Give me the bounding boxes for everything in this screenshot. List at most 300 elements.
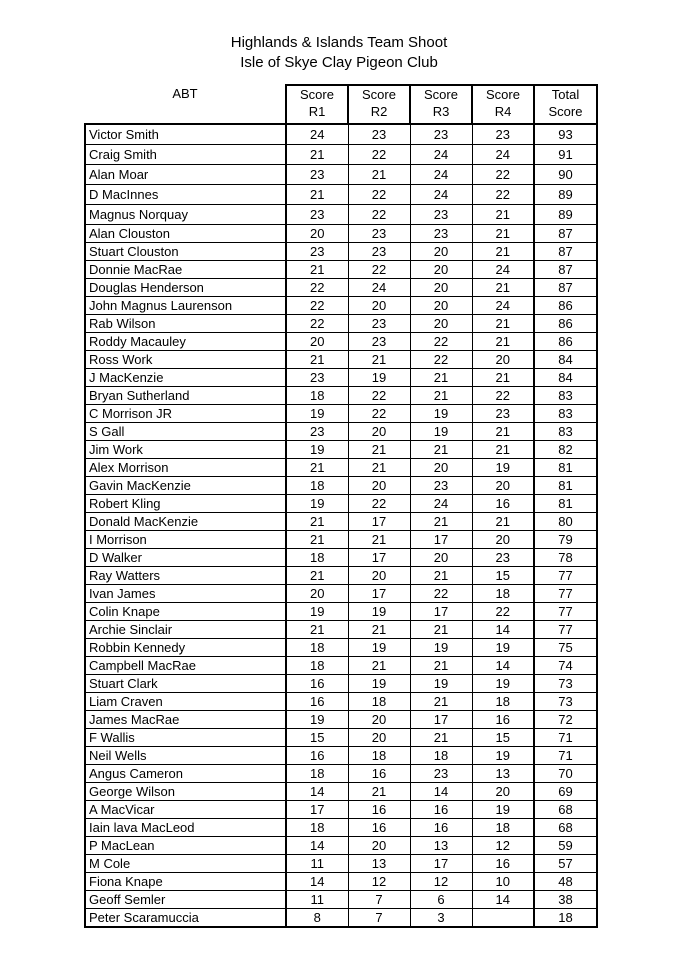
shooter-name-cell: George Wilson: [85, 783, 286, 801]
score-r2-cell: 23: [348, 243, 410, 261]
shooter-name-cell: Donald MacKenzie: [85, 513, 286, 531]
shooter-name-cell: Stuart Clouston: [85, 243, 286, 261]
score-r3-cell: 16: [410, 801, 472, 819]
total-score-cell: 77: [534, 585, 597, 603]
total-score-cell: 18: [534, 909, 597, 928]
table-row: [85, 585, 597, 603]
score-r1-cell: 18: [286, 549, 348, 567]
shooter-name-cell: Campbell MacRae: [85, 657, 286, 675]
table-row: [85, 297, 597, 315]
score-r4-cell: 20: [472, 477, 534, 495]
total-score-cell: 87: [534, 279, 597, 297]
shooter-name-cell: Robbin Kennedy: [85, 639, 286, 657]
score-r4-cell: 16: [472, 711, 534, 729]
header-total: [534, 85, 597, 124]
table-row: [85, 531, 597, 549]
score-r4-cell: [472, 909, 534, 928]
score-r4-cell: 12: [472, 837, 534, 855]
score-r1-cell: 14: [286, 837, 348, 855]
score-r2-cell: 19: [348, 675, 410, 693]
score-r3-cell: 3: [410, 909, 472, 928]
score-r2-cell: 12: [348, 873, 410, 891]
score-r3-cell: 24: [410, 145, 472, 165]
total-score-cell: 73: [534, 675, 597, 693]
score-r1-cell: 21: [286, 513, 348, 531]
total-score-cell: 91: [534, 145, 597, 165]
score-r1-cell: 16: [286, 747, 348, 765]
score-r4-cell: 10: [472, 873, 534, 891]
total-score-cell: 84: [534, 351, 597, 369]
header-total-line1: Total: [551, 87, 580, 102]
score-r1-cell: 18: [286, 639, 348, 657]
header-r3-line1: Score: [424, 87, 458, 102]
score-r1-cell: 17: [286, 801, 348, 819]
score-r2-cell: 21: [348, 783, 410, 801]
shooter-name-cell: J MacKenzie: [85, 369, 286, 387]
score-r1-cell: 21: [286, 621, 348, 639]
score-r4-cell: 19: [472, 459, 534, 477]
title-block: [0, 33, 678, 73]
table-row: [85, 225, 597, 243]
score-r1-cell: 23: [286, 423, 348, 441]
total-score-cell: 75: [534, 639, 597, 657]
table-row: [85, 495, 597, 513]
score-r4-cell: 20: [472, 531, 534, 549]
score-r4-cell: 20: [472, 783, 534, 801]
total-score-cell: 83: [534, 387, 597, 405]
total-score-cell: 80: [534, 513, 597, 531]
shooter-name-cell: Rab Wilson: [85, 315, 286, 333]
table-row: [85, 243, 597, 261]
shooter-name-cell: Colin Knape: [85, 603, 286, 621]
total-score-cell: 38: [534, 891, 597, 909]
score-r2-cell: 22: [348, 261, 410, 279]
score-r1-cell: 18: [286, 819, 348, 837]
score-r2-cell: 21: [348, 165, 410, 185]
score-r3-cell: 19: [410, 675, 472, 693]
score-r4-cell: 15: [472, 729, 534, 747]
total-score-cell: 86: [534, 333, 597, 351]
score-r2-cell: 21: [348, 459, 410, 477]
score-r3-cell: 22: [410, 351, 472, 369]
header-r2-line2: R2: [370, 104, 388, 119]
score-r2-cell: 23: [348, 225, 410, 243]
score-r4-cell: 22: [472, 387, 534, 405]
score-r3-cell: 23: [410, 225, 472, 243]
score-r2-cell: 20: [348, 837, 410, 855]
score-r4-cell: 21: [472, 279, 534, 297]
scores-table: [84, 84, 598, 928]
shooter-name-cell: Alex Morrison: [85, 459, 286, 477]
score-r3-cell: 23: [410, 477, 472, 495]
score-r2-cell: 13: [348, 855, 410, 873]
shooter-name-cell: Alan Clouston: [85, 225, 286, 243]
total-score-cell: 71: [534, 747, 597, 765]
total-score-cell: 87: [534, 225, 597, 243]
total-score-cell: 70: [534, 765, 597, 783]
total-score-cell: 77: [534, 621, 597, 639]
score-r2-cell: 18: [348, 693, 410, 711]
shooter-name-cell: C Morrison JR: [85, 405, 286, 423]
score-r4-cell: 13: [472, 765, 534, 783]
shooter-name-cell: Geoff Semler: [85, 891, 286, 909]
shooter-name-cell: Angus Cameron: [85, 765, 286, 783]
table-row: [85, 837, 597, 855]
score-r3-cell: 21: [410, 387, 472, 405]
score-r2-cell: 19: [348, 369, 410, 387]
score-r2-cell: 22: [348, 405, 410, 423]
score-r2-cell: 19: [348, 639, 410, 657]
score-r1-cell: 22: [286, 315, 348, 333]
score-r3-cell: 17: [410, 855, 472, 873]
shooter-name-cell: Craig Smith: [85, 145, 286, 165]
score-r3-cell: 17: [410, 711, 472, 729]
shooter-name-cell: S Gall: [85, 423, 286, 441]
total-score-cell: 73: [534, 693, 597, 711]
score-r4-cell: 21: [472, 225, 534, 243]
header-r1: [286, 85, 348, 124]
header-name: ABT: [172, 86, 198, 101]
score-r2-cell: 7: [348, 891, 410, 909]
table-row: [85, 549, 597, 567]
total-score-cell: 77: [534, 603, 597, 621]
total-score-cell: 79: [534, 531, 597, 549]
score-r1-cell: 11: [286, 855, 348, 873]
score-r2-cell: 23: [348, 124, 410, 145]
total-score-cell: 57: [534, 855, 597, 873]
table-row: [85, 693, 597, 711]
score-r2-cell: 17: [348, 585, 410, 603]
score-r3-cell: 20: [410, 261, 472, 279]
shooter-name-cell: Douglas Henderson: [85, 279, 286, 297]
score-r3-cell: 21: [410, 369, 472, 387]
score-r3-cell: 23: [410, 124, 472, 145]
shooter-name-cell: Victor Smith: [85, 124, 286, 145]
header-total-line2: Score: [548, 104, 583, 119]
shooter-name-cell: Gavin MacKenzie: [85, 477, 286, 495]
score-r2-cell: 19: [348, 603, 410, 621]
score-r1-cell: 21: [286, 567, 348, 585]
score-r4-cell: 19: [472, 747, 534, 765]
header-r2-line1: Score: [362, 87, 396, 102]
total-score-cell: 69: [534, 783, 597, 801]
total-score-cell: 78: [534, 549, 597, 567]
score-r2-cell: 22: [348, 145, 410, 165]
score-r4-cell: 22: [472, 165, 534, 185]
score-r2-cell: 21: [348, 621, 410, 639]
shooter-name-cell: Fiona Knape: [85, 873, 286, 891]
table-row: [85, 124, 597, 145]
score-r3-cell: 20: [410, 315, 472, 333]
score-r3-cell: 19: [410, 423, 472, 441]
shooter-name-cell: Roddy Macauley: [85, 333, 286, 351]
score-r3-cell: 21: [410, 441, 472, 459]
shooter-name-cell: P MacLean: [85, 837, 286, 855]
table-row: [85, 909, 597, 928]
total-score-cell: 72: [534, 711, 597, 729]
header-row: [85, 85, 597, 124]
score-r4-cell: 23: [472, 405, 534, 423]
score-r4-cell: 24: [472, 145, 534, 165]
score-r3-cell: 20: [410, 243, 472, 261]
score-r1-cell: 16: [286, 675, 348, 693]
score-r4-cell: 18: [472, 585, 534, 603]
score-r3-cell: 21: [410, 693, 472, 711]
score-r3-cell: 6: [410, 891, 472, 909]
table-row: [85, 639, 597, 657]
header-r4-line2: R4: [494, 104, 512, 119]
table-row: [85, 675, 597, 693]
score-r1-cell: 18: [286, 477, 348, 495]
shooter-name-cell: Liam Craven: [85, 693, 286, 711]
score-r1-cell: 8: [286, 909, 348, 928]
shooter-name-cell: A MacVicar: [85, 801, 286, 819]
shooter-name-cell: Bryan Sutherland: [85, 387, 286, 405]
score-r3-cell: 20: [410, 279, 472, 297]
shooter-name-cell: Robert Kling: [85, 495, 286, 513]
table-row: [85, 351, 597, 369]
score-r4-cell: 19: [472, 639, 534, 657]
shooter-name-cell: Stuart Clark: [85, 675, 286, 693]
score-r1-cell: 18: [286, 765, 348, 783]
shooter-name-cell: Peter Scaramuccia: [85, 909, 286, 928]
header-r3-line2: R3: [432, 104, 450, 119]
score-r1-cell: 20: [286, 333, 348, 351]
score-r3-cell: 21: [410, 729, 472, 747]
score-r3-cell: 22: [410, 585, 472, 603]
score-r2-cell: 16: [348, 765, 410, 783]
score-r1-cell: 22: [286, 279, 348, 297]
score-r3-cell: 20: [410, 297, 472, 315]
total-score-cell: 86: [534, 315, 597, 333]
score-r2-cell: 17: [348, 549, 410, 567]
table-row: [85, 567, 597, 585]
total-score-cell: 87: [534, 243, 597, 261]
total-score-cell: 77: [534, 567, 597, 585]
score-r4-cell: 14: [472, 891, 534, 909]
score-r3-cell: 23: [410, 765, 472, 783]
table-row: [85, 603, 597, 621]
table-row: [85, 891, 597, 909]
total-score-cell: 83: [534, 405, 597, 423]
shooter-name-cell: Ivan James: [85, 585, 286, 603]
total-score-cell: 82: [534, 441, 597, 459]
score-r2-cell: 24: [348, 279, 410, 297]
shooter-name-cell: I Morrison: [85, 531, 286, 549]
total-score-cell: 48: [534, 873, 597, 891]
score-r1-cell: 16: [286, 693, 348, 711]
score-r4-cell: 16: [472, 495, 534, 513]
header-r4: [472, 85, 534, 124]
table-row: [85, 405, 597, 423]
table-row: [85, 765, 597, 783]
table-row: [85, 261, 597, 279]
score-r2-cell: 20: [348, 729, 410, 747]
shooter-name-cell: Jim Work: [85, 441, 286, 459]
table-row: [85, 873, 597, 891]
score-r1-cell: 21: [286, 351, 348, 369]
shooter-name-cell: D MacInnes: [85, 185, 286, 205]
table-row: [85, 657, 597, 675]
shooter-name-cell: Alan Moar: [85, 165, 286, 185]
score-r2-cell: 22: [348, 205, 410, 225]
score-r1-cell: 23: [286, 369, 348, 387]
shooter-name-cell: Iain lava MacLeod: [85, 819, 286, 837]
header-r1-line1: Score: [300, 87, 334, 102]
score-r4-cell: 21: [472, 333, 534, 351]
score-r1-cell: 21: [286, 185, 348, 205]
score-r1-cell: 23: [286, 205, 348, 225]
score-r4-cell: 21: [472, 423, 534, 441]
score-r3-cell: 17: [410, 603, 472, 621]
total-score-cell: 86: [534, 297, 597, 315]
table-row: [85, 459, 597, 477]
score-r3-cell: 24: [410, 185, 472, 205]
score-r4-cell: 21: [472, 205, 534, 225]
score-r3-cell: 17: [410, 531, 472, 549]
score-r1-cell: 19: [286, 441, 348, 459]
score-r3-cell: 19: [410, 639, 472, 657]
score-r2-cell: 7: [348, 909, 410, 928]
score-r1-cell: 19: [286, 711, 348, 729]
score-r3-cell: 20: [410, 549, 472, 567]
total-score-cell: 93: [534, 124, 597, 145]
score-r4-cell: 22: [472, 185, 534, 205]
score-r1-cell: 24: [286, 124, 348, 145]
table-row: [85, 783, 597, 801]
table-row: [85, 819, 597, 837]
score-r2-cell: 20: [348, 423, 410, 441]
total-score-cell: 90: [534, 165, 597, 185]
table-row: [85, 441, 597, 459]
score-r4-cell: 24: [472, 261, 534, 279]
score-r4-cell: 23: [472, 124, 534, 145]
shooter-name-cell: Archie Sinclair: [85, 621, 286, 639]
score-r3-cell: 13: [410, 837, 472, 855]
score-r2-cell: 22: [348, 495, 410, 513]
score-r2-cell: 23: [348, 315, 410, 333]
score-r2-cell: 17: [348, 513, 410, 531]
shooter-name-cell: M Cole: [85, 855, 286, 873]
score-r4-cell: 23: [472, 549, 534, 567]
score-r3-cell: 14: [410, 783, 472, 801]
score-r4-cell: 19: [472, 675, 534, 693]
score-r1-cell: 18: [286, 387, 348, 405]
score-r2-cell: 16: [348, 819, 410, 837]
score-r1-cell: 21: [286, 531, 348, 549]
score-r2-cell: 21: [348, 657, 410, 675]
score-r1-cell: 23: [286, 165, 348, 185]
shooter-name-cell: Ross Work: [85, 351, 286, 369]
score-r2-cell: 20: [348, 297, 410, 315]
score-r3-cell: 24: [410, 165, 472, 185]
score-r3-cell: 12: [410, 873, 472, 891]
score-r2-cell: 22: [348, 185, 410, 205]
table-row: [85, 145, 597, 165]
score-r4-cell: 14: [472, 621, 534, 639]
score-r4-cell: 20: [472, 351, 534, 369]
score-r4-cell: 16: [472, 855, 534, 873]
total-score-cell: 74: [534, 657, 597, 675]
table-row: [85, 315, 597, 333]
shooter-name-cell: Magnus Norquay: [85, 205, 286, 225]
total-score-cell: 68: [534, 801, 597, 819]
score-r1-cell: 18: [286, 657, 348, 675]
score-r2-cell: 18: [348, 747, 410, 765]
score-r1-cell: 19: [286, 405, 348, 423]
score-r4-cell: 18: [472, 819, 534, 837]
score-r4-cell: 21: [472, 369, 534, 387]
total-score-cell: 84: [534, 369, 597, 387]
score-r4-cell: 21: [472, 243, 534, 261]
table-row: [85, 333, 597, 351]
page-title: Highlands & Islands Team Shoot: [230, 34, 448, 51]
score-r1-cell: 14: [286, 873, 348, 891]
score-r2-cell: 21: [348, 441, 410, 459]
score-r1-cell: 22: [286, 297, 348, 315]
score-r3-cell: 22: [410, 333, 472, 351]
score-r3-cell: 19: [410, 405, 472, 423]
score-r3-cell: 20: [410, 459, 472, 477]
header-r2: [348, 85, 410, 124]
score-r1-cell: 20: [286, 585, 348, 603]
score-r3-cell: 21: [410, 621, 472, 639]
table-row: [85, 185, 597, 205]
shooter-name-cell: F Wallis: [85, 729, 286, 747]
table-row: [85, 369, 597, 387]
table-row: [85, 729, 597, 747]
score-r1-cell: 19: [286, 495, 348, 513]
total-score-cell: 81: [534, 477, 597, 495]
score-rows: [85, 124, 597, 927]
score-r1-cell: 15: [286, 729, 348, 747]
score-r4-cell: 14: [472, 657, 534, 675]
score-r2-cell: 20: [348, 567, 410, 585]
header-r4-line1: Score: [486, 87, 520, 102]
score-r2-cell: 22: [348, 387, 410, 405]
score-r1-cell: 21: [286, 459, 348, 477]
table-row: [85, 387, 597, 405]
score-r3-cell: 16: [410, 819, 472, 837]
total-score-cell: 87: [534, 261, 597, 279]
score-r1-cell: 14: [286, 783, 348, 801]
score-r1-cell: 21: [286, 261, 348, 279]
total-score-cell: 68: [534, 819, 597, 837]
total-score-cell: 89: [534, 205, 597, 225]
score-r3-cell: 24: [410, 495, 472, 513]
score-r4-cell: 15: [472, 567, 534, 585]
score-r2-cell: 21: [348, 351, 410, 369]
total-score-cell: 81: [534, 459, 597, 477]
table-row: [85, 855, 597, 873]
score-r2-cell: 23: [348, 333, 410, 351]
score-r1-cell: 21: [286, 145, 348, 165]
score-r3-cell: 21: [410, 657, 472, 675]
total-score-cell: 81: [534, 495, 597, 513]
total-score-cell: 89: [534, 185, 597, 205]
shooter-name-cell: D Walker: [85, 549, 286, 567]
score-r4-cell: 21: [472, 315, 534, 333]
table-row: [85, 747, 597, 765]
table-row: [85, 621, 597, 639]
shooter-name-cell: James MacRae: [85, 711, 286, 729]
total-score-cell: 71: [534, 729, 597, 747]
score-r3-cell: 21: [410, 567, 472, 585]
score-r4-cell: 24: [472, 297, 534, 315]
score-r1-cell: 23: [286, 243, 348, 261]
table-row: [85, 801, 597, 819]
score-r4-cell: 21: [472, 441, 534, 459]
